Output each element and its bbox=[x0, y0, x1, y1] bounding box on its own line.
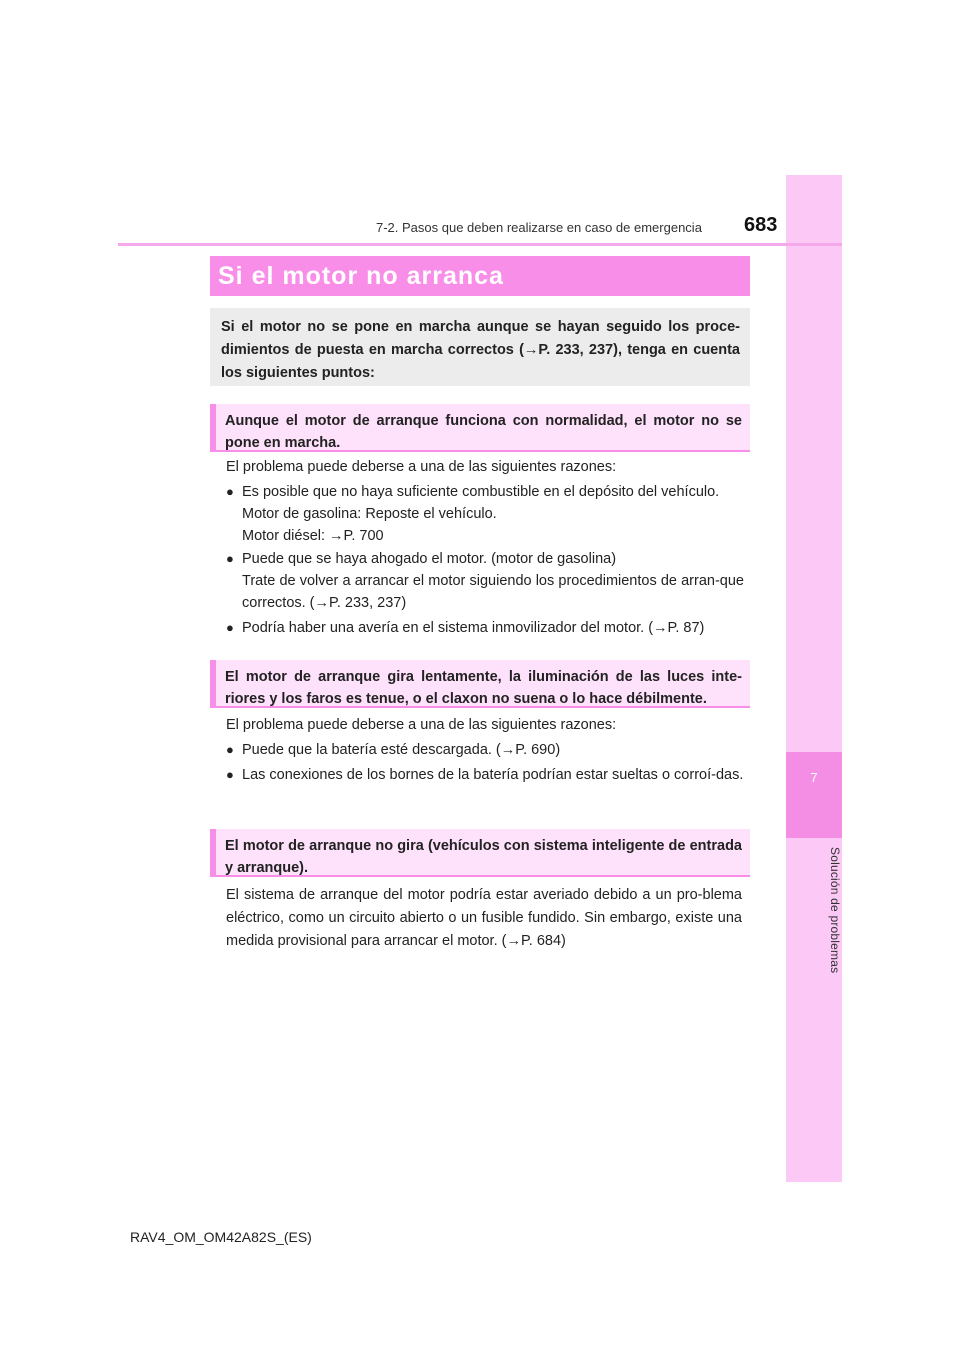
bullet-icon: ● bbox=[226, 551, 234, 566]
section-3-body: El sistema de arranque del motor podría estar averiado debido a un pro-blema eléctrico, como un circuito abierto o un fusible fundido. Sin embargo, existe una medida provisional para arrancar el motor. (→P. 684) bbox=[226, 887, 742, 949]
header-rule bbox=[118, 243, 842, 246]
bullet-item bbox=[226, 481, 744, 547]
intro-box: Si el motor no se pone en marcha aunque se hayan seguido los proce-dimientos de puesta en marcha correctos (→P. 233, 237), tenga en cuenta los siguientes puntos: bbox=[210, 308, 750, 386]
bullet-icon: ● bbox=[226, 484, 234, 499]
chapter-title: Solución de problemas bbox=[828, 846, 842, 974]
section-2-heading: El motor de arranque gira lentamente, la iluminación de las luces inte-riores y los faros es tenue, o el claxon no suena o lo hace débilmente. bbox=[210, 660, 750, 708]
section-2-lead: El problema puede deberse a una de las siguientes razones: bbox=[226, 717, 617, 733]
bullet-line: Trate de volver a arrancar el motor siguiendo los procedimientos de arran-que correctos. (→P. 233, 237) bbox=[242, 573, 744, 611]
bullet-icon: ● bbox=[226, 620, 234, 635]
bullet-item bbox=[226, 739, 744, 761]
bullet-text: Puede que la batería esté descargada. (→P. 690) bbox=[242, 742, 561, 758]
bullet-item bbox=[226, 764, 744, 786]
bullet-line: Puede que se haya ahogado el motor. (motor de gasolina) bbox=[242, 551, 617, 567]
section-header: 7-2. Pasos que deben realizarse en caso de emergencia bbox=[376, 220, 702, 235]
chapter-side-tab bbox=[786, 175, 842, 1182]
section-1-heading: Aunque el motor de arranque funciona con normalidad, el motor no se pone en marcha. bbox=[210, 404, 750, 452]
chapter-number: 7 bbox=[810, 770, 818, 785]
bullet-text: Podría haber una avería en el sistema inmovilizador del motor. (→P. 87) bbox=[242, 620, 705, 636]
bullet-text: Las conexiones de los bornes de la batería podrían estar sueltas o corroí-das. bbox=[242, 767, 744, 783]
bullet-line: Motor de gasolina: Reposte el vehículo. bbox=[242, 506, 497, 522]
chapter-tab-highlight bbox=[786, 752, 842, 838]
bullet-line: Es posible que no haya suficiente combustible en el depósito del vehículo. bbox=[242, 484, 720, 500]
bullet-line: Motor diésel: →P. 700 bbox=[242, 528, 384, 544]
bullet-item bbox=[226, 617, 744, 639]
bullet-icon: ● bbox=[226, 767, 234, 782]
page-number: 683 bbox=[744, 214, 778, 236]
page-title: Si el motor no arranca bbox=[210, 256, 750, 296]
bullet-item bbox=[226, 548, 744, 614]
section-1-lead: El problema puede deberse a una de las siguientes razones: bbox=[226, 459, 617, 475]
bullet-icon: ● bbox=[226, 742, 234, 757]
document-code: RAV4_OM_OM42A82S_(ES) bbox=[130, 1229, 312, 1245]
section-3-heading: El motor de arranque no gira (vehículos con sistema inteligente de entrada y arranque). bbox=[210, 829, 750, 877]
